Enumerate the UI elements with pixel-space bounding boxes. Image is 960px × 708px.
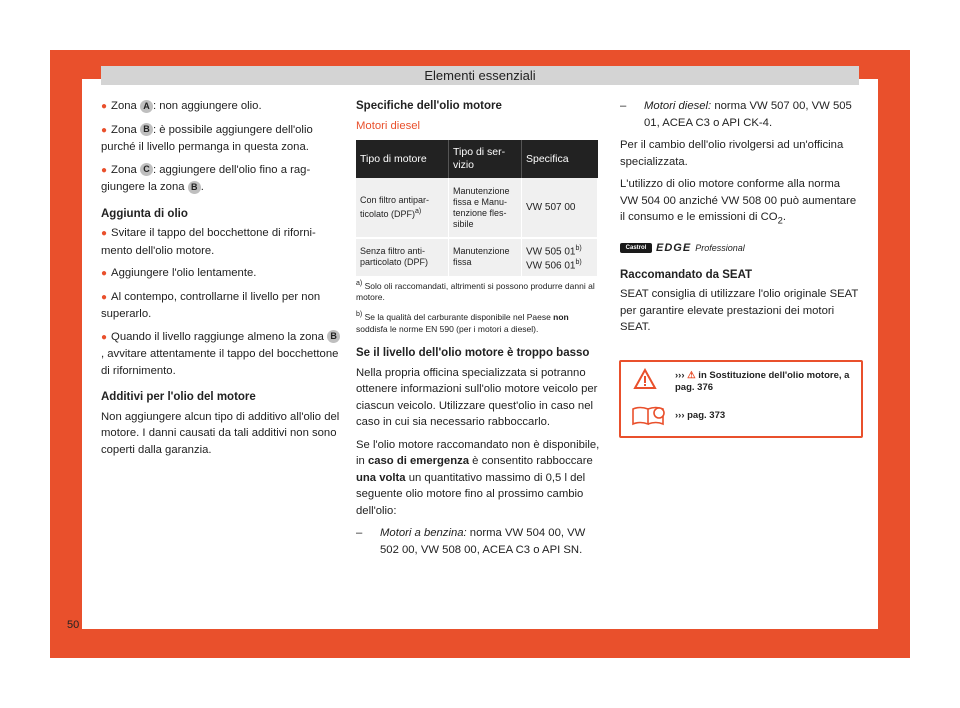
subtitle-motori-diesel: Motori diesel [356,119,421,132]
step-item: ● Aggiungere l'olio lentamente. [101,267,257,279]
zone-a-item: ● Zona A : non aggiungere olio. [101,100,262,112]
bullet-icon: ● [101,291,108,303]
bullet-icon: ● [101,228,108,239]
cell-specifica: VW 507 00 [522,178,598,238]
left-column [101,98,341,464]
cell-specifica: VW 505 01$^{b)}$ VW 506 01$^{b)}$ [522,238,598,277]
section-title-basso: Se il livello dell'olio motore è troppo basso [356,347,590,360]
table-row [356,178,598,238]
badge-a: A [140,100,153,113]
basso-paragraph-2: Se l'olio motore raccomandato non è disponibile, in caso di emergenza è consentito rabboccare una volta un quantitativo massimo di 0,5 l del seguente olio motore fino al prossimo cambio dell'olio: [356,438,600,517]
diesel-item: – Motori diesel: norma VW 507 00, VW 505 01, ACEA C3 o API CK-4. [620,100,852,129]
basso-paragraph-1: Nella propria officina specializzata si potranno ottenere informazioni sull'olio motore veicolo per ciascun veicolo. Utilizzare quest'olio in caso nel caso in cui sia necessario rabboccarlo. [356,366,598,429]
right-column [620,98,860,342]
badge-b: B [140,123,153,136]
castrol-logo: Castrol [620,243,652,253]
col-header-motore: Tipo di motore [356,140,449,178]
cell-motore: Con filtro antiparticolato (DPF)$^{a)}$ [356,178,449,238]
bullet-icon: ● [101,124,108,136]
bullet-icon: ● [101,101,108,112]
col-header-servizio: Tipo di servizio [449,140,522,178]
cambio-paragraph: Per il cambio dell'olio rivolgersi ad un'officina specializzata. [620,139,844,168]
reference-warning-link[interactable]: ››› ⚠ in Sostituzione dell'olio motore, a pag. 376 [675,370,850,393]
section-title-aggiunta: Aggiunta di olio [101,207,188,220]
oil-spec-table [356,140,598,278]
book-info-icon [631,404,667,426]
bullet-icon: ● [101,164,108,176]
benzina-item: – Motori a benzina: norma VW 504 00, VW 502 00, VW 508 00, ACEA C3 o API SN. [356,527,586,556]
footnote-a: $^{a)}$ Solo oli raccomandati, altrimenti si possono produrre danni al motore. [356,279,595,303]
reference-box [619,360,863,438]
step-item: ● Quando il livello raggiunge almeno la zona B, avvitare attentamente il tappo del bocchettone di rifornimento. [101,330,339,377]
warning-triangle-icon [633,368,657,390]
cell-motore: Senza filtro antiparticolato (DPF) [356,238,449,277]
section-title-additivi: Additivi per l'olio del motore [101,391,256,403]
edge-logo-text: EDGE [656,241,692,254]
badge-b: B [188,181,201,194]
small-warning-icon: ⚠ [687,370,696,381]
table-header-row [356,140,598,178]
section-title-raccomandato: Raccomandato da SEAT [620,268,753,281]
professional-logo-text: Professional [695,242,745,253]
table-row [356,238,598,277]
cell-servizio: Manutenzione fissa e Manutenzione flessibile [449,178,522,238]
castrol-edge-logo [620,241,860,255]
bullet-icon: ● [101,268,108,279]
bullet-icon: ● [101,331,108,343]
cell-servizio: Manutenzione fissa [449,238,522,277]
zone-b-item: ● Zona B : è possibile aggiungere dell'olio purché il livello permanga in questa zona. [101,123,313,153]
page-number: 50 [67,619,80,631]
additivi-text: Non aggiungere alcun tipo di additivo all'olio del motore. I danni causati da tali additivi non sono coperti dalla garanzia. [101,410,340,456]
raccomandato-text: SEAT consiglia di utilizzare l'olio originale SEAT per garantire elevate prestazioni dei motori SEAT. [620,288,859,334]
badge-b: B [327,330,340,343]
co2-paragraph: L'utilizzo di olio motore conforme alla norma VW 504 00 anziché VW 508 00 può aumentare il consumo e le emissioni di $CO_2$. [620,178,857,226]
footnote-b: $^{b)}$ Se la qualità del carburante disponibile nel Paese non soddisfa le norme EN 590 (per i motori a diesel). [356,311,569,335]
section-title-specifiche: Specifiche dell'olio motore [356,100,502,112]
middle-column [356,98,601,564]
step-item: ● Svitare il tappo del bocchettone di rifornimento dell'olio motore. [101,227,316,257]
step-item: ● Al contempo, controllarne il livello per non superarlo. [101,290,321,320]
reference-page-link[interactable]: ››› pag. 373 [675,410,726,421]
page-header: Elementi essenziali [101,66,859,85]
col-header-specifica: Specifica [522,140,598,178]
zone-c-item: ● Zona C : aggiungere dell'olio fino a raggiungere la zona B . [101,163,311,193]
badge-c: C [140,163,153,176]
